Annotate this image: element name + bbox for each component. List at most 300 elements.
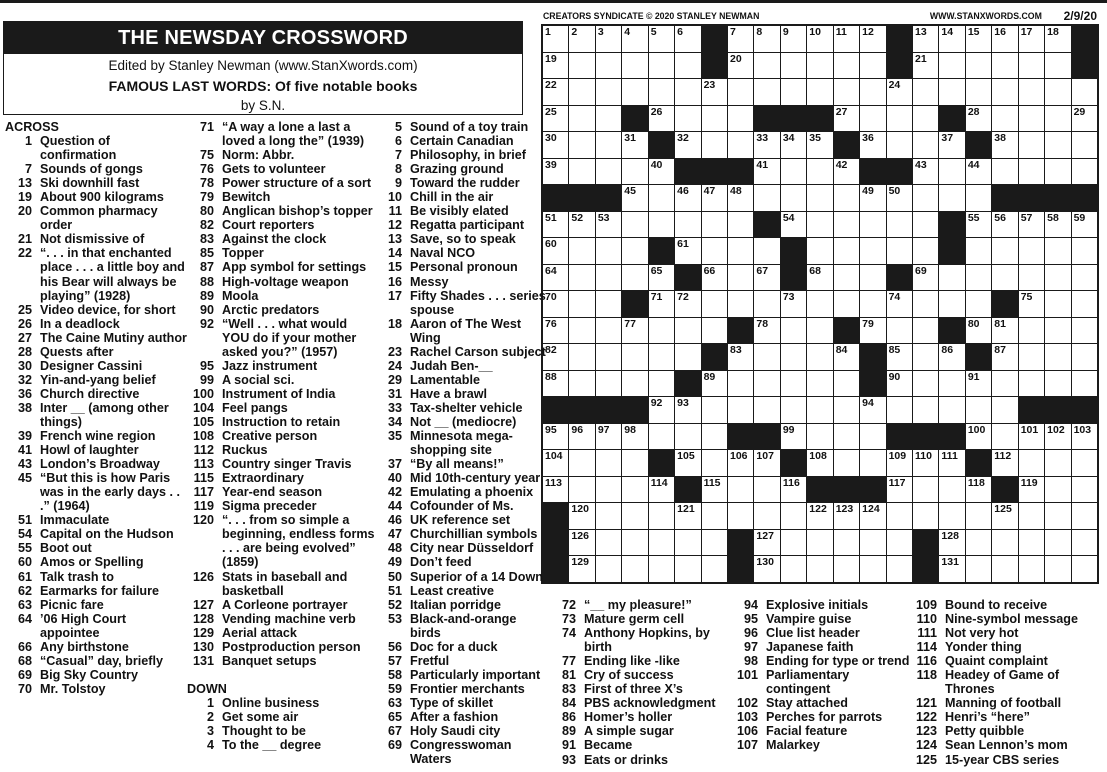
across-clue[interactable] [187, 457, 377, 471]
grid-cell[interactable] [992, 106, 1017, 132]
grid-cell[interactable] [834, 106, 859, 132]
down-clue[interactable] [549, 654, 729, 668]
down-clue[interactable] [375, 275, 547, 289]
across-clue[interactable] [187, 359, 377, 373]
grid-cell[interactable] [807, 344, 832, 370]
grid-cell[interactable] [596, 265, 621, 291]
crossword-grid[interactable] [541, 24, 1099, 584]
grid-cell[interactable] [966, 265, 991, 291]
grid-cell[interactable] [1072, 159, 1097, 185]
across-clue[interactable] [187, 289, 377, 303]
across-clue[interactable] [5, 162, 187, 176]
grid-cell[interactable] [675, 212, 700, 238]
grid-cell[interactable] [622, 53, 647, 79]
grid-cell[interactable] [860, 556, 885, 582]
grid-cell[interactable] [622, 26, 647, 52]
grid-cell[interactable] [913, 291, 938, 317]
grid-cell[interactable] [781, 79, 806, 105]
grid-cell[interactable] [596, 318, 621, 344]
grid-cell[interactable] [728, 185, 753, 211]
down-clue[interactable] [731, 668, 911, 696]
grid-cell[interactable] [728, 477, 753, 503]
grid-cell[interactable] [860, 79, 885, 105]
grid-cell[interactable] [569, 265, 594, 291]
down-clue[interactable] [375, 640, 547, 654]
grid-cell[interactable] [781, 159, 806, 185]
grid-cell[interactable] [966, 530, 991, 556]
grid-cell[interactable] [834, 371, 859, 397]
grid-cell[interactable] [754, 53, 779, 79]
grid-cell[interactable] [728, 503, 753, 529]
grid-cell[interactable] [622, 503, 647, 529]
down-clue[interactable] [375, 527, 547, 541]
across-clue[interactable] [5, 134, 187, 162]
grid-cell[interactable] [939, 477, 964, 503]
grid-cell[interactable] [1019, 159, 1044, 185]
grid-cell[interactable] [807, 79, 832, 105]
grid-cell[interactable] [781, 503, 806, 529]
grid-cell[interactable] [702, 238, 727, 264]
grid-cell[interactable] [728, 26, 753, 52]
grid-cell[interactable] [807, 26, 832, 52]
across-clue[interactable] [187, 373, 377, 387]
grid-cell[interactable] [702, 265, 727, 291]
grid-cell[interactable] [1072, 530, 1097, 556]
grid-cell[interactable] [834, 450, 859, 476]
across-clue[interactable] [187, 513, 377, 569]
grid-cell[interactable] [807, 424, 832, 450]
grid-cell[interactable] [675, 132, 700, 158]
grid-cell[interactable] [860, 238, 885, 264]
grid-cell[interactable] [754, 503, 779, 529]
down-clue[interactable] [375, 134, 547, 148]
across-clue[interactable] [187, 415, 377, 429]
down-clue[interactable] [375, 696, 547, 710]
grid-cell[interactable] [622, 159, 647, 185]
down-clue[interactable] [910, 654, 1105, 668]
down-clue[interactable] [375, 415, 547, 429]
grid-cell[interactable] [649, 291, 674, 317]
across-clue[interactable] [187, 275, 377, 289]
grid-cell[interactable] [728, 53, 753, 79]
down-clue[interactable] [375, 738, 547, 766]
grid-cell[interactable] [781, 26, 806, 52]
grid-cell[interactable] [1072, 79, 1097, 105]
grid-cell[interactable] [834, 424, 859, 450]
grid-cell[interactable] [887, 450, 912, 476]
across-clue[interactable] [187, 232, 377, 246]
grid-cell[interactable] [807, 212, 832, 238]
grid-cell[interactable] [1072, 265, 1097, 291]
across-clue[interactable] [5, 176, 187, 190]
grid-cell[interactable] [913, 450, 938, 476]
grid-cell[interactable] [992, 424, 1017, 450]
grid-cell[interactable] [860, 450, 885, 476]
grid-cell[interactable] [992, 265, 1017, 291]
grid-cell[interactable] [1045, 344, 1070, 370]
grid-cell[interactable] [728, 238, 753, 264]
grid-cell[interactable] [966, 556, 991, 582]
across-clue[interactable] [187, 162, 377, 176]
grid-cell[interactable] [992, 159, 1017, 185]
grid-cell[interactable] [807, 185, 832, 211]
grid-cell[interactable] [702, 106, 727, 132]
grid-cell[interactable] [807, 556, 832, 582]
across-clue[interactable] [187, 401, 377, 415]
grid-cell[interactable] [913, 212, 938, 238]
grid-cell[interactable] [1045, 106, 1070, 132]
grid-cell[interactable] [992, 26, 1017, 52]
grid-cell[interactable] [834, 79, 859, 105]
grid-cell[interactable] [966, 424, 991, 450]
grid-cell[interactable] [728, 79, 753, 105]
grid-cell[interactable] [728, 371, 753, 397]
grid-cell[interactable] [569, 450, 594, 476]
grid-cell[interactable] [702, 318, 727, 344]
grid-cell[interactable] [1045, 318, 1070, 344]
grid-cell[interactable] [781, 397, 806, 423]
down-clue[interactable] [375, 387, 547, 401]
grid-cell[interactable] [622, 344, 647, 370]
grid-cell[interactable] [1072, 291, 1097, 317]
down-clue[interactable] [910, 696, 1105, 710]
grid-cell[interactable] [596, 106, 621, 132]
down-clue[interactable] [375, 485, 547, 499]
grid-cell[interactable] [887, 291, 912, 317]
down-clue[interactable] [731, 696, 911, 710]
grid-cell[interactable] [649, 556, 674, 582]
down-clue[interactable] [549, 738, 729, 752]
grid-cell[interactable] [728, 265, 753, 291]
grid-cell[interactable] [649, 477, 674, 503]
across-clue[interactable] [5, 401, 187, 429]
grid-cell[interactable] [860, 424, 885, 450]
down-clue[interactable] [549, 668, 729, 682]
grid-cell[interactable] [781, 424, 806, 450]
grid-cell[interactable] [1019, 265, 1044, 291]
grid-cell[interactable] [754, 371, 779, 397]
grid-cell[interactable] [860, 132, 885, 158]
down-clue[interactable] [375, 499, 547, 513]
grid-cell[interactable] [992, 79, 1017, 105]
grid-cell[interactable] [887, 397, 912, 423]
grid-cell[interactable] [939, 185, 964, 211]
grid-cell[interactable] [754, 397, 779, 423]
grid-cell[interactable] [754, 291, 779, 317]
grid-cell[interactable] [622, 556, 647, 582]
grid-cell[interactable] [754, 556, 779, 582]
grid-cell[interactable] [913, 132, 938, 158]
grid-cell[interactable] [675, 424, 700, 450]
grid-cell[interactable] [622, 79, 647, 105]
grid-cell[interactable] [596, 344, 621, 370]
down-clue[interactable] [375, 457, 547, 471]
grid-cell[interactable] [649, 106, 674, 132]
grid-cell[interactable] [781, 530, 806, 556]
grid-cell[interactable] [966, 106, 991, 132]
grid-cell[interactable] [675, 79, 700, 105]
grid-cell[interactable] [939, 371, 964, 397]
down-clue[interactable] [375, 162, 547, 176]
grid-cell[interactable] [1072, 556, 1097, 582]
across-clue[interactable] [5, 612, 187, 640]
grid-cell[interactable] [781, 291, 806, 317]
grid-cell[interactable] [887, 556, 912, 582]
across-clue[interactable] [187, 120, 377, 148]
grid-cell[interactable] [860, 212, 885, 238]
grid-cell[interactable] [1019, 132, 1044, 158]
grid-cell[interactable] [939, 79, 964, 105]
across-clue[interactable] [5, 317, 187, 331]
grid-cell[interactable] [596, 291, 621, 317]
grid-cell[interactable] [807, 238, 832, 264]
grid-cell[interactable] [1019, 530, 1044, 556]
down-clue[interactable] [375, 317, 547, 345]
grid-cell[interactable] [913, 477, 938, 503]
grid-cell[interactable] [622, 318, 647, 344]
grid-cell[interactable] [702, 185, 727, 211]
grid-cell[interactable] [966, 53, 991, 79]
across-clue[interactable] [5, 527, 187, 541]
down-clue[interactable] [375, 176, 547, 190]
grid-cell[interactable] [834, 212, 859, 238]
grid-cell[interactable] [622, 212, 647, 238]
down-clue[interactable] [910, 724, 1105, 738]
grid-cell[interactable] [569, 556, 594, 582]
grid-cell[interactable] [622, 530, 647, 556]
grid-cell[interactable] [675, 344, 700, 370]
grid-cell[interactable] [807, 318, 832, 344]
grid-cell[interactable] [596, 159, 621, 185]
grid-cell[interactable] [649, 185, 674, 211]
grid-cell[interactable] [622, 185, 647, 211]
grid-cell[interactable] [939, 53, 964, 79]
down-clue[interactable] [375, 654, 547, 668]
grid-cell[interactable] [596, 79, 621, 105]
across-clue[interactable] [187, 190, 377, 204]
grid-cell[interactable] [834, 291, 859, 317]
down-clue[interactable] [375, 401, 547, 415]
grid-cell[interactable] [1045, 132, 1070, 158]
grid-cell[interactable] [675, 53, 700, 79]
down-clue[interactable] [375, 204, 547, 218]
down-clue[interactable] [375, 513, 547, 527]
grid-cell[interactable] [860, 265, 885, 291]
grid-cell[interactable] [807, 159, 832, 185]
grid-cell[interactable] [887, 318, 912, 344]
down-clue[interactable] [549, 724, 729, 738]
down-clue[interactable] [187, 738, 377, 752]
grid-cell[interactable] [939, 265, 964, 291]
grid-cell[interactable] [754, 238, 779, 264]
grid-cell[interactable] [913, 344, 938, 370]
grid-cell[interactable] [622, 265, 647, 291]
grid-cell[interactable] [675, 291, 700, 317]
grid-cell[interactable] [966, 503, 991, 529]
grid-cell[interactable] [781, 132, 806, 158]
across-clue[interactable] [5, 429, 187, 443]
down-clue[interactable] [375, 598, 547, 612]
down-clue[interactable] [375, 682, 547, 696]
grid-cell[interactable] [622, 424, 647, 450]
across-clue[interactable] [5, 570, 187, 584]
grid-cell[interactable] [1019, 344, 1044, 370]
grid-cell[interactable] [834, 530, 859, 556]
across-clue[interactable] [187, 387, 377, 401]
grid-cell[interactable] [966, 371, 991, 397]
grid-cell[interactable] [807, 503, 832, 529]
grid-cell[interactable] [807, 397, 832, 423]
across-clue[interactable] [187, 570, 377, 598]
across-clue[interactable] [5, 331, 187, 345]
across-clue[interactable] [5, 387, 187, 401]
grid-cell[interactable] [728, 106, 753, 132]
grid-cell[interactable] [675, 318, 700, 344]
grid-cell[interactable] [675, 26, 700, 52]
grid-cell[interactable] [913, 79, 938, 105]
across-clue[interactable] [5, 654, 187, 668]
grid-cell[interactable] [649, 397, 674, 423]
grid-cell[interactable] [1045, 53, 1070, 79]
down-clue[interactable] [375, 190, 547, 204]
across-clue[interactable] [187, 640, 377, 654]
down-clue[interactable] [731, 738, 911, 752]
grid-cell[interactable] [1045, 450, 1070, 476]
grid-cell[interactable] [754, 159, 779, 185]
across-clue[interactable] [187, 443, 377, 457]
grid-cell[interactable] [1072, 424, 1097, 450]
down-clue[interactable] [731, 626, 911, 640]
across-clue[interactable] [187, 148, 377, 162]
grid-cell[interactable] [569, 159, 594, 185]
down-clue[interactable] [549, 612, 729, 626]
grid-cell[interactable] [992, 556, 1017, 582]
grid-cell[interactable] [1019, 477, 1044, 503]
grid-cell[interactable] [992, 344, 1017, 370]
down-clue[interactable] [375, 570, 547, 584]
grid-cell[interactable] [1019, 106, 1044, 132]
across-clue[interactable] [5, 555, 187, 569]
grid-cell[interactable] [622, 371, 647, 397]
across-clue[interactable] [187, 654, 377, 668]
grid-cell[interactable] [728, 291, 753, 317]
grid-cell[interactable] [992, 450, 1017, 476]
grid-cell[interactable] [913, 106, 938, 132]
grid-cell[interactable] [781, 556, 806, 582]
across-clue[interactable] [5, 303, 187, 317]
grid-cell[interactable] [834, 344, 859, 370]
grid-cell[interactable] [754, 450, 779, 476]
down-clue[interactable] [910, 626, 1105, 640]
grid-cell[interactable] [834, 556, 859, 582]
across-clue[interactable] [187, 626, 377, 640]
grid-cell[interactable] [569, 530, 594, 556]
grid-cell[interactable] [913, 185, 938, 211]
grid-cell[interactable] [887, 212, 912, 238]
grid-cell[interactable] [702, 530, 727, 556]
grid-cell[interactable] [939, 397, 964, 423]
grid-cell[interactable] [569, 424, 594, 450]
grid-cell[interactable] [1045, 371, 1070, 397]
grid-cell[interactable] [887, 79, 912, 105]
down-clue[interactable] [375, 429, 547, 457]
across-clue[interactable] [5, 345, 187, 359]
grid-cell[interactable] [649, 371, 674, 397]
grid-cell[interactable] [754, 344, 779, 370]
grid-cell[interactable] [1072, 318, 1097, 344]
grid-cell[interactable] [649, 159, 674, 185]
grid-cell[interactable] [649, 424, 674, 450]
down-clue[interactable] [910, 640, 1105, 654]
grid-cell[interactable] [834, 238, 859, 264]
grid-cell[interactable] [992, 503, 1017, 529]
grid-cell[interactable] [1045, 424, 1070, 450]
across-clue[interactable] [5, 640, 187, 654]
grid-cell[interactable] [754, 530, 779, 556]
grid-cell[interactable] [569, 477, 594, 503]
across-clue[interactable] [5, 668, 187, 682]
grid-cell[interactable] [860, 503, 885, 529]
grid-cell[interactable] [728, 397, 753, 423]
grid-cell[interactable] [569, 132, 594, 158]
grid-cell[interactable] [728, 212, 753, 238]
grid-cell[interactable] [887, 185, 912, 211]
across-clue[interactable] [187, 429, 377, 443]
across-clue[interactable] [5, 232, 187, 246]
down-clue[interactable] [375, 246, 547, 260]
across-clue[interactable] [187, 246, 377, 260]
grid-cell[interactable] [596, 530, 621, 556]
grid-cell[interactable] [781, 318, 806, 344]
grid-cell[interactable] [1045, 556, 1070, 582]
grid-cell[interactable] [1045, 530, 1070, 556]
grid-cell[interactable] [966, 318, 991, 344]
grid-cell[interactable] [860, 318, 885, 344]
grid-cell[interactable] [939, 530, 964, 556]
grid-cell[interactable] [702, 503, 727, 529]
grid-cell[interactable] [649, 344, 674, 370]
down-clue[interactable] [731, 612, 911, 626]
down-clue[interactable] [375, 724, 547, 738]
grid-cell[interactable] [913, 371, 938, 397]
down-clue[interactable] [549, 710, 729, 724]
down-clue[interactable] [375, 710, 547, 724]
grid-cell[interactable] [569, 212, 594, 238]
grid-cell[interactable] [596, 556, 621, 582]
grid-cell[interactable] [966, 79, 991, 105]
grid-cell[interactable] [596, 26, 621, 52]
down-clue[interactable] [187, 724, 377, 738]
grid-cell[interactable] [596, 212, 621, 238]
grid-cell[interactable] [543, 53, 568, 79]
grid-cell[interactable] [860, 397, 885, 423]
grid-cell[interactable] [1045, 79, 1070, 105]
grid-cell[interactable] [649, 26, 674, 52]
down-clue[interactable] [375, 232, 547, 246]
grid-cell[interactable] [1072, 106, 1097, 132]
across-clue[interactable] [187, 471, 377, 485]
grid-cell[interactable] [834, 159, 859, 185]
grid-cell[interactable] [807, 132, 832, 158]
grid-cell[interactable] [1072, 450, 1097, 476]
grid-cell[interactable] [596, 450, 621, 476]
grid-cell[interactable] [702, 397, 727, 423]
grid-cell[interactable] [992, 132, 1017, 158]
grid-cell[interactable] [728, 344, 753, 370]
grid-cell[interactable] [702, 291, 727, 317]
grid-cell[interactable] [649, 318, 674, 344]
grid-cell[interactable] [860, 185, 885, 211]
